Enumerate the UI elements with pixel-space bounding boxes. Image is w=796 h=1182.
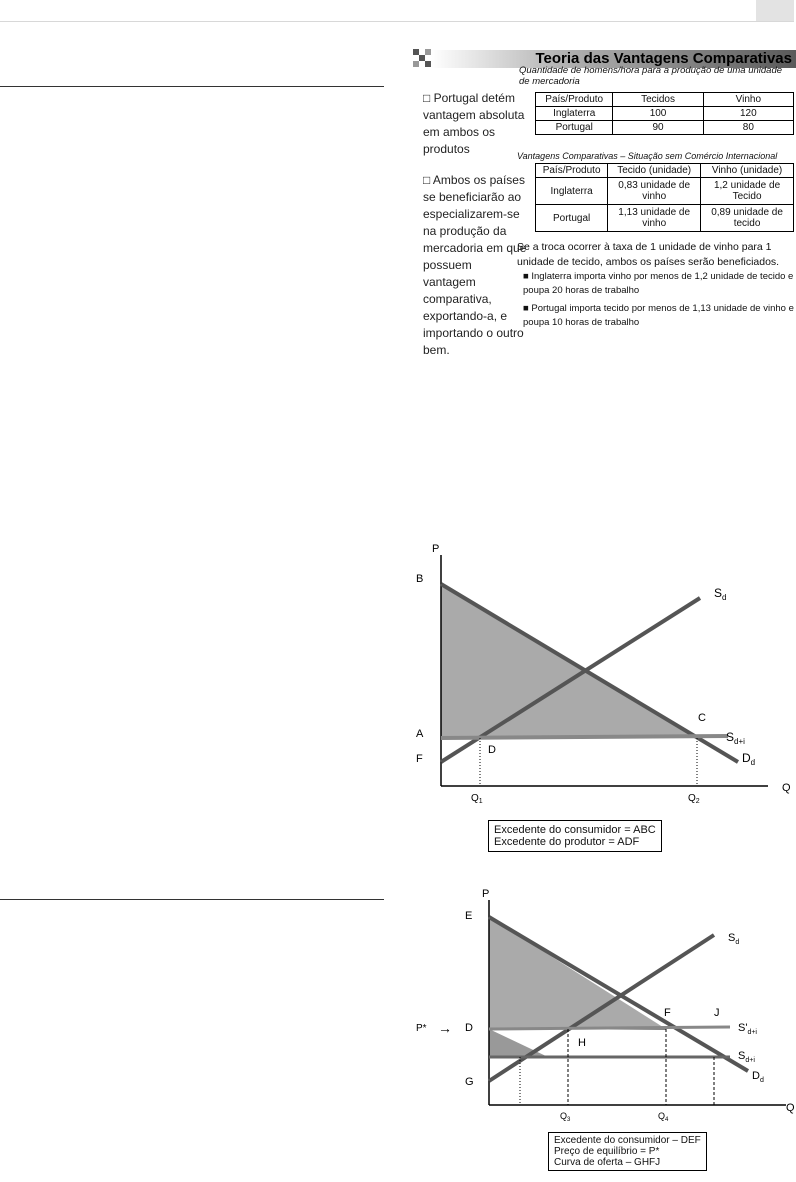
label-q2: $Q_2$ bbox=[688, 793, 700, 805]
label-b: B bbox=[416, 573, 424, 585]
table-cell: 1,2 unidade de Tecido bbox=[701, 178, 794, 205]
divider-1 bbox=[0, 86, 384, 87]
legend-line: Curva de oferta – GHFJ bbox=[554, 1157, 661, 1168]
graph1-legend bbox=[488, 820, 662, 852]
label-sdi: $S_{d+i}$ bbox=[738, 1050, 755, 1064]
graph2-legend bbox=[548, 1132, 707, 1171]
label-a: A bbox=[416, 728, 424, 740]
label-sdi: $S_{d+i}$ bbox=[726, 730, 745, 746]
label-q1: $Q_1$ bbox=[471, 793, 483, 805]
top-bar bbox=[0, 0, 794, 22]
table-header: Vinho (unidade) bbox=[701, 164, 794, 178]
label-f: F bbox=[664, 1007, 671, 1019]
trade-paragraph: Se a troca ocorrer à taxa de 1 unidade de vinho para 1 unidade de tecido, ambos os países serão beneficiados. bbox=[517, 241, 780, 268]
label-q: Q bbox=[786, 1102, 795, 1114]
table-header: País/Produto bbox=[536, 93, 613, 107]
table-cell: 0,89 unidade de tecido bbox=[701, 205, 794, 232]
label-e: E bbox=[465, 910, 473, 922]
table-cell: 120 bbox=[703, 107, 793, 121]
shaded-area-low bbox=[489, 1029, 548, 1057]
slide-title: Teoria das Vantagens Comparativas bbox=[535, 50, 792, 67]
table-header: País/Produto bbox=[536, 164, 608, 178]
slide-comparative-advantage bbox=[413, 44, 794, 364]
bullet-absolute-advantage: □ Portugal detém vantagem absoluta em ambos os produtos bbox=[423, 91, 525, 156]
label-j: J bbox=[714, 1007, 720, 1019]
label-g: G bbox=[465, 1076, 474, 1088]
legend-line: Excedente do produtor = ADF bbox=[494, 836, 640, 848]
arrow-icon: → bbox=[438, 1020, 452, 1036]
label-q3: $Q_3$ bbox=[560, 1111, 571, 1123]
label-sdi-prime: $S'_{d+i}$ bbox=[738, 1022, 757, 1036]
table-labor-hours bbox=[535, 92, 794, 135]
graph-consumer-producer-surplus bbox=[408, 540, 794, 805]
label-h: H bbox=[578, 1037, 586, 1049]
label-d: D bbox=[465, 1022, 473, 1034]
table-header: Tecido (unidade) bbox=[608, 164, 701, 178]
table-comparative-advantage bbox=[535, 163, 794, 232]
supply-prime-with-imports-curve bbox=[489, 1027, 730, 1029]
table-cell: Portugal bbox=[536, 205, 608, 232]
legend-line: Excedente do consumidor = ABC bbox=[494, 824, 656, 836]
graph-equilibrium-price bbox=[408, 885, 795, 1123]
slide-subtitle: Quantidade de homens/hora para a produção de uma unidade de mercadoria bbox=[519, 65, 783, 87]
label-p: P bbox=[432, 543, 440, 555]
bullet-specialization: □ Ambos os países se beneficiarão ao especializarem-se na produção da mercadoria em que possuem vantagem comparativa, exportando-a, e importando o outro bem. bbox=[423, 173, 527, 357]
top-bar-tab bbox=[756, 0, 794, 21]
table-cell: Portugal bbox=[536, 121, 613, 135]
label-sd: $S_d$ bbox=[714, 586, 727, 602]
label-pstar: P* bbox=[416, 1023, 427, 1034]
table2-caption: Vantagens Comparativas – Situação sem Comércio Internacional bbox=[517, 151, 778, 161]
table-cell: 80 bbox=[703, 121, 793, 135]
table-header: Tecidos bbox=[613, 93, 703, 107]
label-d: D bbox=[488, 744, 496, 756]
legend-line: Excedente do consumidor – DEF bbox=[554, 1135, 701, 1146]
label-dd: $D_d$ bbox=[742, 751, 756, 767]
label-sd: $S_d$ bbox=[728, 932, 740, 946]
table-cell: 100 bbox=[613, 107, 703, 121]
table-cell: 1,13 unidade de vinho bbox=[608, 205, 701, 232]
divider-2 bbox=[0, 899, 384, 900]
legend-line: Preço de equilíbrio = P* bbox=[554, 1146, 660, 1157]
label-p: P bbox=[482, 888, 490, 900]
label-q: Q bbox=[782, 782, 791, 794]
table-header: Vinho bbox=[703, 93, 793, 107]
label-f: F bbox=[416, 753, 423, 765]
sub-bullet-inglaterra: ■ Inglaterra importa vinho por menos de 1,2 unidade de tecido e poupa 20 horas de trabalho bbox=[523, 271, 794, 296]
table-cell: 90 bbox=[613, 121, 703, 135]
supply-with-imports-curve bbox=[441, 736, 728, 738]
table-cell: 0,83 unidade de vinho bbox=[608, 178, 701, 205]
table-cell: Inglaterra bbox=[536, 178, 608, 205]
label-c: C bbox=[698, 712, 706, 724]
table-cell: Inglaterra bbox=[536, 107, 613, 121]
label-q4: $Q_4$ bbox=[658, 1111, 669, 1123]
sub-bullet-portugal: ■ Portugal importa tecido por menos de 1,13 unidade de vinho e poupa 10 horas de trabalho bbox=[523, 303, 794, 328]
label-dd: $D_d$ bbox=[752, 1070, 764, 1084]
